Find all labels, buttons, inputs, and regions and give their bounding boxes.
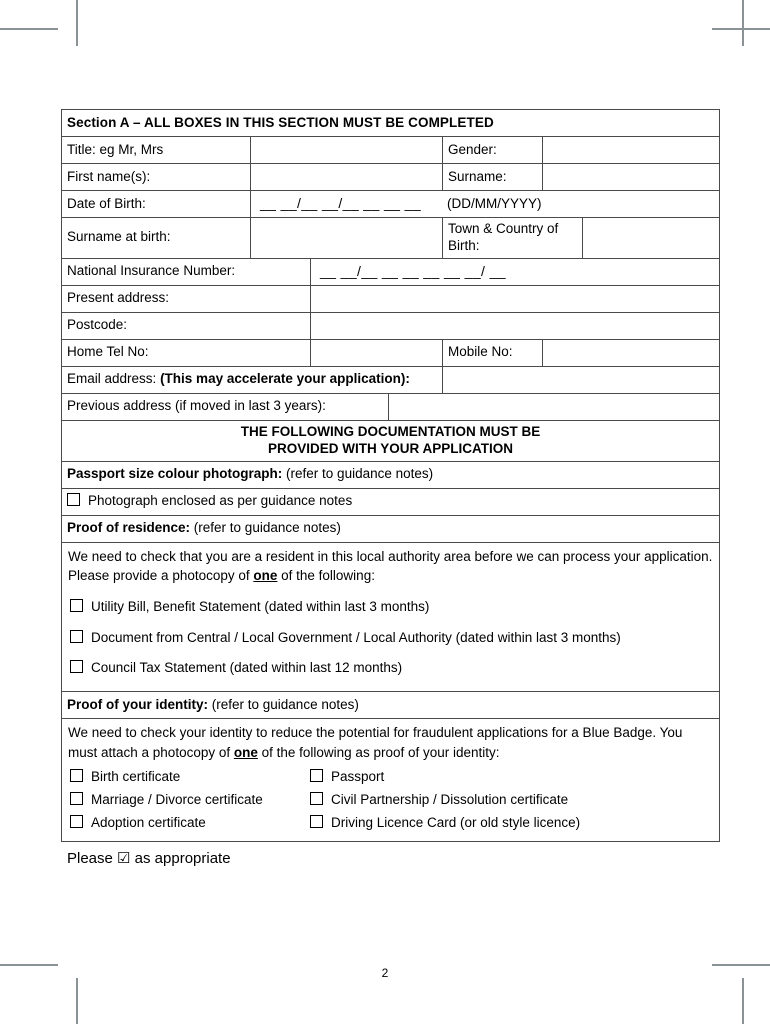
residence-instructions-part1: We need to check that you are a resident in this local authority area before we can process your application. Please provide a photocopy of	[68, 548, 713, 584]
photograph-enclosed-label: Photograph enclosed as per guidance notes	[88, 493, 353, 509]
previous-address-label: Previous address (if moved in last 3 years):	[62, 393, 389, 420]
row-residence-heading	[62, 515, 720, 542]
row-photograph-heading	[62, 461, 720, 488]
crop-mark-top-left-vertical	[76, 0, 78, 46]
home-tel-label: Home Tel No:	[62, 339, 311, 366]
section-a-table	[61, 109, 720, 842]
town-country-of-birth-label: Town & Country of Birth:	[443, 218, 583, 259]
checked-box-icon: ☑	[117, 850, 131, 867]
identity-option-label: Adoption certificate	[91, 815, 206, 831]
residence-options-list	[62, 588, 719, 692]
identity-option-label: Civil Partnership / Dissolution certificate	[331, 792, 569, 808]
identity-option-label: Birth certificate	[91, 769, 181, 785]
identity-option-marriage-divorce-certificate[interactable]	[70, 792, 310, 809]
gender-label: Gender:	[443, 137, 543, 164]
mobile-input[interactable]	[543, 339, 720, 366]
checkbox-icon[interactable]	[70, 599, 83, 612]
postcode-input[interactable]	[311, 312, 720, 339]
identity-instructions-emphasis: one	[233, 744, 258, 760]
residence-option-label: Utility Bill, Benefit Statement (dated within last 3 months)	[91, 598, 430, 614]
photograph-enclosed-option[interactable]	[62, 488, 720, 515]
row-identity-body	[62, 719, 720, 842]
crop-mark-bottom-left-vertical	[76, 978, 78, 1024]
identity-options-row	[70, 812, 713, 835]
identity-option-label: Driving Licence Card (or old style licence)	[331, 815, 581, 831]
documentation-heading-line1: THE FOLLOWING DOCUMENTATION MUST BE	[240, 423, 541, 439]
crop-mark-top-right-vertical	[742, 0, 744, 46]
gender-input[interactable]	[543, 137, 720, 164]
photograph-heading-note: (refer to guidance notes)	[286, 466, 434, 482]
section-a-header-row	[62, 110, 720, 137]
tick-note-prefix: Please	[67, 850, 113, 867]
mobile-label: Mobile No:	[443, 339, 543, 366]
identity-option-civil-partnership-certificate[interactable]	[310, 792, 568, 809]
national-insurance-blanks: __ __/__ __ __ __ __ __/ __	[320, 262, 506, 279]
photograph-heading	[62, 461, 720, 488]
row-documentation-heading	[62, 420, 720, 461]
row-email	[62, 366, 720, 393]
residence-option-council-tax[interactable]	[70, 653, 713, 684]
checkbox-icon[interactable]	[70, 660, 83, 673]
identity-heading-bold: Proof of your identity:	[67, 696, 208, 712]
row-previous-address	[62, 393, 720, 420]
section-a-title: Section A – ALL BOXES IN THIS SECTION MUST BE COMPLETED	[62, 110, 720, 137]
checkbox-icon[interactable]	[70, 630, 83, 643]
surname-at-birth-label: Surname at birth:	[62, 218, 251, 259]
identity-heading-note: (refer to guidance notes)	[211, 696, 359, 712]
crop-mark-top-left-horizontal	[0, 28, 58, 30]
row-title-gender	[62, 137, 720, 164]
row-postcode	[62, 312, 720, 339]
identity-option-birth-certificate[interactable]	[70, 769, 310, 786]
identity-heading	[62, 692, 720, 719]
row-firstnames-surname	[62, 164, 720, 191]
date-of-birth-blanks: __ __/__ __/__ __ __ __	[260, 195, 422, 212]
documentation-heading	[62, 420, 720, 461]
town-country-of-birth-input[interactable]	[583, 218, 720, 259]
title-label: Title: eg Mr, Mrs	[62, 137, 251, 164]
title-input[interactable]	[251, 137, 443, 164]
residence-heading	[62, 515, 720, 542]
identity-instructions-part2: of the following as proof of your identity:	[257, 744, 500, 760]
present-address-input[interactable]	[311, 285, 720, 312]
date-of-birth-label: Date of Birth:	[62, 191, 251, 218]
identity-option-label: Passport	[331, 769, 385, 785]
identity-instructions-part1: We need to check your identity to reduce the potential for fraudulent applications for a Blue Badge. You must attach a photocopy of	[68, 725, 683, 760]
residence-option-utility-bill[interactable]	[70, 592, 713, 623]
present-address-label: Present address:	[62, 285, 311, 312]
surname-input[interactable]	[543, 164, 720, 191]
email-label-plain: Email address:	[67, 371, 157, 387]
checkbox-icon[interactable]	[310, 769, 323, 782]
national-insurance-label: National Insurance Number:	[62, 258, 311, 285]
row-identity-heading	[62, 692, 720, 719]
postcode-label: Postcode:	[62, 312, 311, 339]
row-present-address	[62, 285, 720, 312]
residence-body	[62, 542, 720, 692]
residence-option-label: Council Tax Statement (dated within last 12 months)	[91, 660, 403, 676]
first-names-label: First name(s):	[62, 164, 251, 191]
row-photograph-checkbox	[62, 488, 720, 515]
documentation-heading-line2: PROVIDED WITH YOUR APPLICATION	[268, 440, 514, 456]
checkbox-icon[interactable]	[70, 815, 83, 828]
national-insurance-input[interactable]	[311, 258, 720, 285]
first-names-input[interactable]	[251, 164, 443, 191]
residence-option-label: Document from Central / Local Government / Local Authority (dated within last 3 months)	[91, 629, 621, 645]
previous-address-input[interactable]	[389, 393, 720, 420]
checkbox-icon[interactable]	[310, 792, 323, 805]
surname-label: Surname:	[443, 164, 543, 191]
application-form-sheet	[61, 109, 719, 867]
crop-mark-bottom-right-vertical	[742, 978, 744, 1024]
residence-heading-bold: Proof of residence:	[67, 520, 191, 536]
residence-option-government-document[interactable]	[70, 623, 713, 654]
surname-at-birth-input[interactable]	[251, 218, 443, 259]
residence-heading-note: (refer to guidance notes)	[193, 520, 341, 536]
identity-option-driving-licence[interactable]	[310, 815, 580, 832]
email-label	[62, 366, 443, 393]
page-number: 2	[381, 966, 389, 980]
identity-options-row	[70, 766, 713, 789]
email-input[interactable]	[443, 366, 720, 393]
date-of-birth-input[interactable]	[251, 191, 720, 218]
identity-options-grid	[62, 764, 719, 841]
identity-body	[62, 719, 720, 842]
residence-instructions	[62, 543, 719, 588]
row-telephone	[62, 339, 720, 366]
row-date-of-birth	[62, 191, 720, 218]
date-of-birth-format-note: (DD/MM/YYYY)	[447, 196, 542, 212]
checkbox-icon[interactable]	[70, 769, 83, 782]
checkbox-icon[interactable]	[70, 792, 83, 805]
tick-instruction-note	[61, 842, 719, 867]
checkbox-icon[interactable]	[67, 493, 80, 506]
identity-option-adoption-certificate[interactable]	[70, 815, 310, 832]
identity-option-label: Marriage / Divorce certificate	[91, 792, 263, 808]
identity-options-row	[70, 789, 713, 812]
tick-note-suffix: as appropriate	[134, 850, 231, 867]
residence-instructions-emphasis: one	[253, 568, 278, 584]
crop-mark-top-right-horizontal	[712, 28, 770, 30]
row-national-insurance	[62, 258, 720, 285]
identity-instructions	[62, 719, 719, 764]
row-residence-body	[62, 542, 720, 692]
identity-option-passport[interactable]	[310, 769, 384, 786]
home-tel-input[interactable]	[311, 339, 443, 366]
residence-instructions-part2: of the following:	[277, 568, 375, 584]
photograph-heading-bold: Passport size colour photograph:	[67, 466, 283, 482]
email-label-bold: (This may accelerate your application):	[160, 371, 410, 387]
checkbox-icon[interactable]	[310, 815, 323, 828]
row-surname-at-birth	[62, 218, 720, 259]
